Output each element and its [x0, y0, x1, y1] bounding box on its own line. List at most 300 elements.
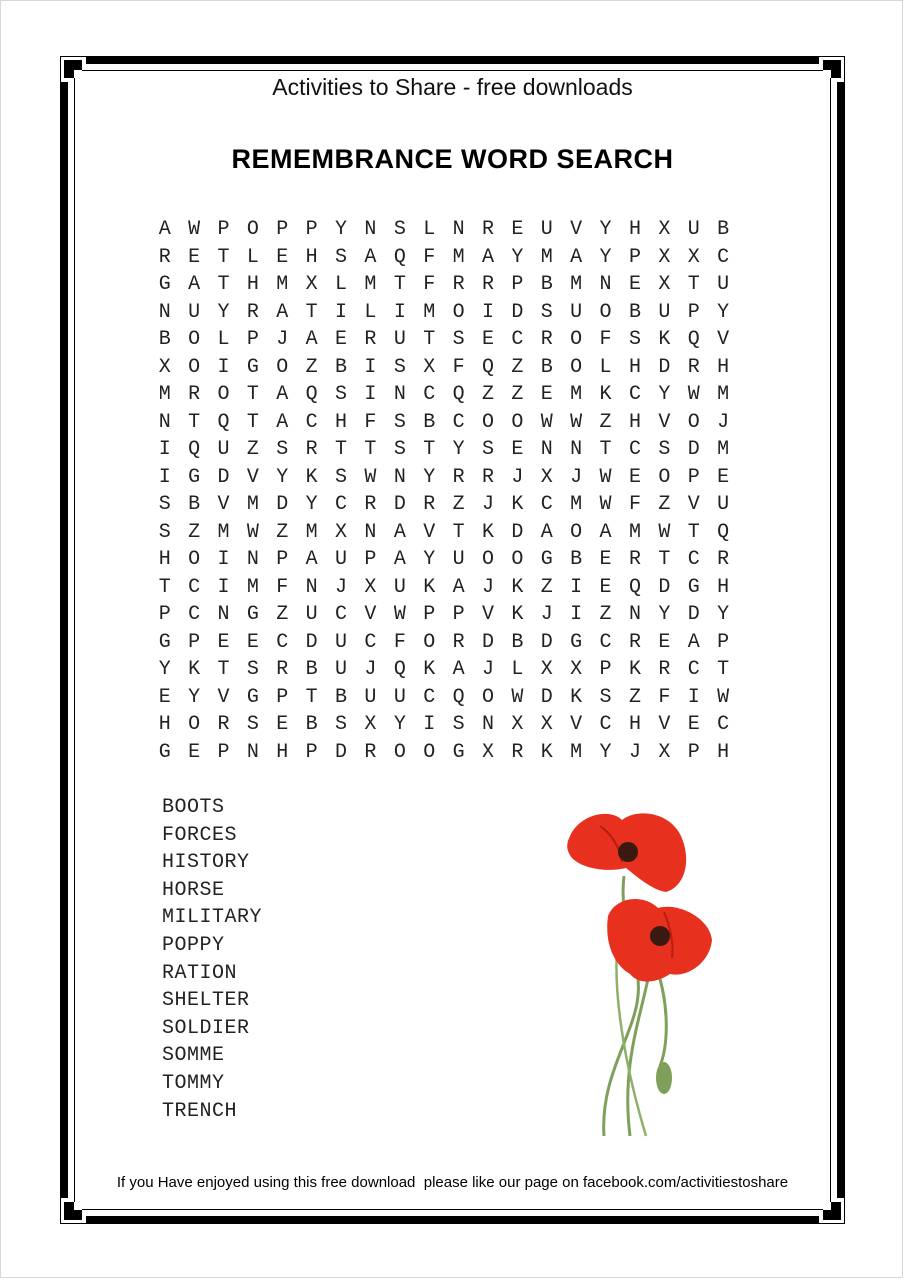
grid-cell: W: [364, 465, 377, 489]
grid-cell: O: [188, 328, 201, 351]
grid-cell: H: [628, 713, 641, 736]
grid-cell: S: [481, 438, 494, 461]
grid-cell: R: [481, 465, 494, 489]
grid-cell: K: [570, 685, 583, 709]
grid-cell: R: [481, 218, 494, 241]
grid-cell: C: [687, 548, 700, 571]
grid-cell: X: [364, 575, 377, 599]
grid-cell: H: [158, 713, 171, 736]
grid-cell: T: [423, 328, 436, 351]
grid-cell: C: [335, 603, 348, 626]
grid-cell: J: [511, 465, 524, 489]
grid-cell: G: [246, 685, 259, 709]
grid-cell: K: [540, 740, 553, 764]
grid-cell: P: [364, 548, 377, 571]
grid-cell: S: [393, 218, 406, 241]
grid-cell: V: [658, 713, 671, 736]
grid-cell: E: [158, 685, 171, 709]
grid-cell: C: [188, 575, 201, 599]
grid-cell: W: [599, 493, 612, 516]
grid-cell: G: [246, 603, 259, 626]
word-list-item: SHELTER: [162, 989, 250, 1013]
grid-cell: P: [628, 245, 641, 269]
grid-cell: D: [658, 355, 671, 379]
grid-cell: B: [305, 713, 318, 736]
grid-cell: Y: [658, 603, 671, 626]
grid-cell: O: [188, 548, 201, 571]
grid-cell: B: [423, 410, 436, 434]
grid-cell: I: [158, 438, 171, 461]
grid-cell: R: [364, 740, 377, 764]
grid-cell: I: [687, 685, 700, 709]
grid-cell: Z: [246, 438, 259, 461]
grid-cell: A: [687, 630, 700, 654]
grid-cell: E: [276, 713, 289, 736]
grid-cell: S: [628, 328, 641, 351]
grid-cell: O: [188, 713, 201, 736]
grid-cell: B: [188, 493, 201, 516]
letter-grid: [150, 216, 738, 766]
grid-cell: C: [540, 493, 553, 516]
grid-cell: N: [305, 575, 318, 599]
grid-cell: O: [188, 355, 201, 379]
grid-cell: X: [158, 355, 171, 379]
grid-cell: N: [393, 383, 406, 406]
grid-cell: I: [217, 548, 230, 571]
grid-cell: Y: [599, 740, 612, 764]
grid-cell: Y: [452, 438, 465, 461]
grid-cell: Z: [511, 355, 524, 379]
grid-cell: C: [276, 630, 289, 654]
grid-cell: V: [217, 685, 230, 709]
grid-cell: S: [393, 355, 406, 379]
grid-cell: K: [305, 465, 318, 489]
grid-cell: E: [217, 630, 230, 654]
grid-cell: M: [717, 383, 730, 406]
grid-cell: S: [599, 685, 612, 709]
grid-cell: Y: [393, 713, 406, 736]
grid-cell: G: [687, 575, 700, 599]
grid-cell: E: [717, 465, 730, 489]
grid-cell: V: [481, 603, 494, 626]
grid-cell: E: [658, 630, 671, 654]
grid-cell: Y: [511, 245, 524, 269]
grid-cell: A: [452, 575, 465, 599]
word-list-item: BOOTS: [162, 796, 225, 819]
grid-cell: Z: [511, 383, 524, 406]
grid-cell: P: [276, 685, 289, 709]
grid-cell: U: [717, 273, 730, 296]
grid-cell: A: [393, 520, 406, 544]
grid-cell: N: [393, 465, 406, 489]
poppy-stem: [656, 966, 666, 1066]
grid-cell: N: [481, 713, 494, 736]
grid-cell: C: [717, 713, 730, 736]
grid-cell: R: [481, 273, 494, 296]
grid-cell: H: [246, 273, 259, 296]
grid-cell: I: [217, 575, 230, 599]
grid-cell: M: [540, 245, 553, 269]
grid-cell: F: [628, 493, 641, 516]
grid-cell: T: [364, 438, 377, 461]
grid-cell: D: [511, 520, 524, 544]
grid-cell: M: [305, 520, 318, 544]
puzzle-title: REMEMBRANCE WORD SEARCH: [231, 144, 674, 174]
grid-cell: M: [570, 273, 583, 296]
grid-cell: U: [570, 300, 583, 324]
grid-cell: L: [246, 245, 259, 269]
grid-cell: M: [452, 245, 465, 269]
grid-cell: R: [511, 740, 524, 764]
grid-cell: X: [511, 713, 524, 736]
grid-cell: R: [158, 245, 171, 269]
grid-cell: I: [481, 300, 494, 324]
grid-cell: J: [335, 575, 348, 599]
grid-cell: G: [158, 273, 171, 296]
grid-cell: S: [658, 438, 671, 461]
grid-cell: O: [481, 548, 494, 571]
grid-cell: O: [452, 300, 465, 324]
grid-cell: M: [570, 740, 583, 764]
grid-cell: B: [335, 355, 348, 379]
poppy-center: [650, 926, 670, 946]
grid-cell: Z: [188, 520, 201, 544]
grid-cell: Z: [452, 493, 465, 516]
grid-cell: I: [570, 575, 583, 599]
grid-cell: T: [393, 273, 406, 296]
grid-cell: Y: [217, 300, 230, 324]
grid-cell: Q: [305, 383, 318, 406]
grid-cell: X: [305, 273, 318, 296]
grid-cell: C: [687, 658, 700, 681]
grid-cell: T: [188, 410, 201, 434]
grid-cell: L: [599, 355, 612, 379]
grid-cell: R: [628, 630, 641, 654]
grid-cell: G: [158, 740, 171, 764]
grid-cell: S: [452, 713, 465, 736]
grid-cell: R: [717, 548, 730, 571]
grid-cell: Q: [452, 383, 465, 406]
word-list-item: SOLDIER: [162, 1016, 250, 1040]
grid-cell: S: [246, 713, 259, 736]
grid-cell: E: [188, 245, 201, 269]
grid-cell: B: [511, 630, 524, 654]
grid-cell: H: [628, 218, 641, 241]
word-list-item: POPPY: [162, 933, 225, 957]
grid-cell: V: [246, 465, 259, 489]
grid-cell: S: [158, 520, 171, 544]
frame-bar-left: [60, 82, 68, 1198]
footer-note: If you Have enjoyed using this free download please like our page on facebook.com/activitiestoshare: [116, 1174, 789, 1191]
grid-cell: C: [364, 630, 377, 654]
grid-cell: A: [393, 548, 406, 571]
grid-cell: Y: [423, 548, 436, 571]
grid-cell: D: [305, 630, 318, 654]
grid-cell: D: [540, 685, 553, 709]
grid-cell: G: [246, 355, 259, 379]
grid-cell: O: [423, 740, 436, 764]
grid-cell: W: [658, 520, 671, 544]
grid-cell: Q: [452, 685, 465, 709]
grid-cell: U: [305, 603, 318, 626]
grid-cell: M: [628, 520, 641, 544]
grid-cell: V: [570, 713, 583, 736]
grid-cell: H: [628, 355, 641, 379]
grid-cell: G: [540, 548, 553, 571]
grid-cell: Q: [188, 438, 201, 461]
grid-cell: X: [364, 713, 377, 736]
grid-cell: N: [217, 603, 230, 626]
grid-cell: X: [658, 218, 671, 241]
grid-cell: O: [511, 410, 524, 434]
grid-cell: S: [335, 383, 348, 406]
grid-cell: T: [687, 273, 700, 296]
grid-cell: S: [393, 410, 406, 434]
grid-cell: H: [276, 740, 289, 764]
grid-cell: O: [246, 218, 259, 241]
grid-cell: F: [423, 245, 436, 269]
grid-cell: Y: [599, 245, 612, 269]
grid-cell: C: [599, 630, 612, 654]
grid-cell: O: [570, 355, 583, 379]
grid-cell: Q: [628, 575, 641, 599]
grid-cell: V: [570, 218, 583, 241]
grid-cell: K: [511, 603, 524, 626]
grid-cell: U: [393, 328, 406, 351]
word-list-item: HISTORY: [162, 851, 250, 875]
grid-cell: T: [246, 383, 259, 406]
grid-cell: H: [717, 355, 730, 379]
grid-cell: E: [481, 328, 494, 351]
grid-cell: U: [364, 685, 377, 709]
grid-cell: T: [717, 658, 730, 681]
grid-cell: E: [599, 575, 612, 599]
grid-cell: Z: [276, 520, 289, 544]
grid-cell: N: [246, 548, 259, 571]
grid-cell: E: [276, 245, 289, 269]
grid-cell: J: [540, 603, 553, 626]
grid-cell: E: [599, 548, 612, 571]
grid-cell: G: [188, 465, 201, 489]
grid-cell: F: [599, 328, 612, 351]
word-list-item: RATION: [162, 961, 238, 985]
grid-cell: C: [628, 383, 641, 406]
grid-cell: X: [658, 245, 671, 269]
grid-cell: M: [246, 575, 259, 599]
grid-cell: H: [335, 410, 348, 434]
grid-cell: Y: [717, 300, 730, 324]
grid-cell: Q: [481, 355, 494, 379]
grid-cell: N: [570, 438, 583, 461]
grid-cell: P: [423, 603, 436, 626]
word-list-item: MILITARY: [162, 906, 263, 930]
grid-cell: L: [364, 300, 377, 324]
grid-cell: Z: [540, 575, 553, 599]
grid-cell: C: [335, 493, 348, 516]
grid-cell: S: [540, 300, 553, 324]
grid-cell: K: [599, 383, 612, 406]
word-list-item: FORCES: [162, 823, 238, 847]
grid-cell: C: [599, 713, 612, 736]
grid-cell: N: [452, 218, 465, 241]
grid-cell: P: [217, 740, 230, 764]
grid-cell: D: [481, 630, 494, 654]
grid-cell: G: [452, 740, 465, 764]
grid-cell: S: [335, 245, 348, 269]
grid-cell: A: [364, 245, 377, 269]
grid-cell: S: [246, 658, 259, 681]
grid-cell: B: [540, 355, 553, 379]
site-title: Activities to Share - free downloads: [272, 74, 633, 100]
grid-cell: Z: [628, 685, 641, 709]
grid-cell: L: [423, 218, 436, 241]
grid-cell: U: [335, 630, 348, 654]
grid-cell: S: [335, 713, 348, 736]
grid-cell: R: [628, 548, 641, 571]
grid-cell: W: [393, 603, 406, 626]
frame-bar-bottom: [86, 1216, 819, 1224]
grid-cell: A: [305, 328, 318, 351]
grid-cell: C: [423, 685, 436, 709]
grid-cell: X: [540, 465, 553, 489]
grid-cell: C: [305, 410, 318, 434]
grid-cell: E: [188, 740, 201, 764]
grid-cell: L: [335, 273, 348, 296]
frame-bar-right: [837, 82, 845, 1198]
grid-cell: R: [217, 713, 230, 736]
frame-bar-top: [86, 56, 819, 64]
grid-cell: U: [393, 575, 406, 599]
poppy-stem: [628, 956, 652, 1136]
grid-cell: C: [188, 603, 201, 626]
grid-cell: Y: [658, 383, 671, 406]
grid-cell: R: [452, 630, 465, 654]
grid-cell: T: [217, 245, 230, 269]
grid-cell: J: [481, 658, 494, 681]
grid-cell: S: [158, 493, 171, 516]
grid-cell: P: [246, 328, 259, 351]
grid-cell: T: [423, 438, 436, 461]
grid-cell: P: [687, 465, 700, 489]
grid-cell: R: [188, 383, 201, 406]
grid-cell: P: [276, 218, 289, 241]
grid-cell: P: [305, 740, 318, 764]
grid-cell: K: [628, 658, 641, 681]
grid-cell: F: [423, 273, 436, 296]
grid-cell: W: [511, 685, 524, 709]
grid-cell: A: [276, 410, 289, 434]
grid-cell: B: [305, 658, 318, 681]
grid-cell: T: [217, 658, 230, 681]
grid-cell: Y: [305, 493, 318, 516]
grid-cell: E: [628, 465, 641, 489]
grid-cell: X: [658, 273, 671, 296]
grid-cell: Y: [158, 658, 171, 681]
grid-cell: N: [599, 273, 612, 296]
grid-cell: Y: [335, 218, 348, 241]
grid-cell: X: [423, 355, 436, 379]
grid-cell: E: [511, 218, 524, 241]
grid-cell: J: [276, 328, 289, 351]
grid-cell: B: [570, 548, 583, 571]
grid-cell: P: [511, 273, 524, 296]
grid-cell: V: [658, 410, 671, 434]
grid-cell: E: [540, 383, 553, 406]
grid-cell: A: [158, 218, 171, 241]
grid-cell: T: [335, 438, 348, 461]
grid-cell: U: [452, 548, 465, 571]
grid-cell: U: [335, 548, 348, 571]
grid-cell: N: [364, 520, 377, 544]
poppy-image: [560, 806, 720, 1141]
grid-cell: O: [570, 520, 583, 544]
grid-cell: D: [217, 465, 230, 489]
grid-cell: F: [276, 575, 289, 599]
grid-cell: W: [570, 410, 583, 434]
grid-cell: V: [217, 493, 230, 516]
grid-cell: K: [423, 658, 436, 681]
grid-cell: A: [481, 245, 494, 269]
grid-cell: R: [687, 355, 700, 379]
grid-cell: I: [364, 383, 377, 406]
grid-cell: H: [717, 740, 730, 764]
grid-cell: A: [540, 520, 553, 544]
grid-cell: M: [246, 493, 259, 516]
grid-cell: B: [717, 218, 730, 241]
grid-cell: S: [393, 438, 406, 461]
grid-cell: H: [628, 410, 641, 434]
grid-cell: J: [481, 493, 494, 516]
grid-cell: C: [423, 383, 436, 406]
grid-cell: T: [246, 410, 259, 434]
grid-cell: O: [511, 548, 524, 571]
grid-cell: J: [717, 410, 730, 434]
grid-cell: W: [188, 218, 201, 241]
grid-cell: K: [188, 658, 201, 681]
grid-cell: W: [540, 410, 553, 434]
grid-cell: A: [452, 658, 465, 681]
grid-cell: V: [687, 493, 700, 516]
grid-cell: Q: [687, 328, 700, 351]
grid-cell: G: [570, 630, 583, 654]
grid-cell: H: [158, 548, 171, 571]
grid-cell: X: [481, 740, 494, 764]
grid-cell: Y: [276, 465, 289, 489]
word-list-item: TRENCH: [162, 1099, 238, 1123]
grid-cell: T: [452, 520, 465, 544]
grid-cell: U: [658, 300, 671, 324]
grid-cell: U: [687, 218, 700, 241]
grid-cell: Z: [599, 603, 612, 626]
grid-cell: M: [217, 520, 230, 544]
poppy-bud: [656, 1062, 672, 1094]
grid-cell: S: [452, 328, 465, 351]
grid-cell: R: [540, 328, 553, 351]
grid-cell: Y: [188, 685, 201, 709]
grid-cell: O: [217, 383, 230, 406]
grid-cell: C: [717, 245, 730, 269]
grid-cell: O: [423, 630, 436, 654]
grid-cell: N: [246, 740, 259, 764]
grid-cell: T: [217, 273, 230, 296]
grid-cell: A: [570, 245, 583, 269]
grid-cell: U: [393, 685, 406, 709]
grid-cell: P: [452, 603, 465, 626]
grid-cell: H: [305, 245, 318, 269]
grid-cell: T: [658, 548, 671, 571]
grid-cell: U: [217, 438, 230, 461]
grid-cell: T: [158, 575, 171, 599]
